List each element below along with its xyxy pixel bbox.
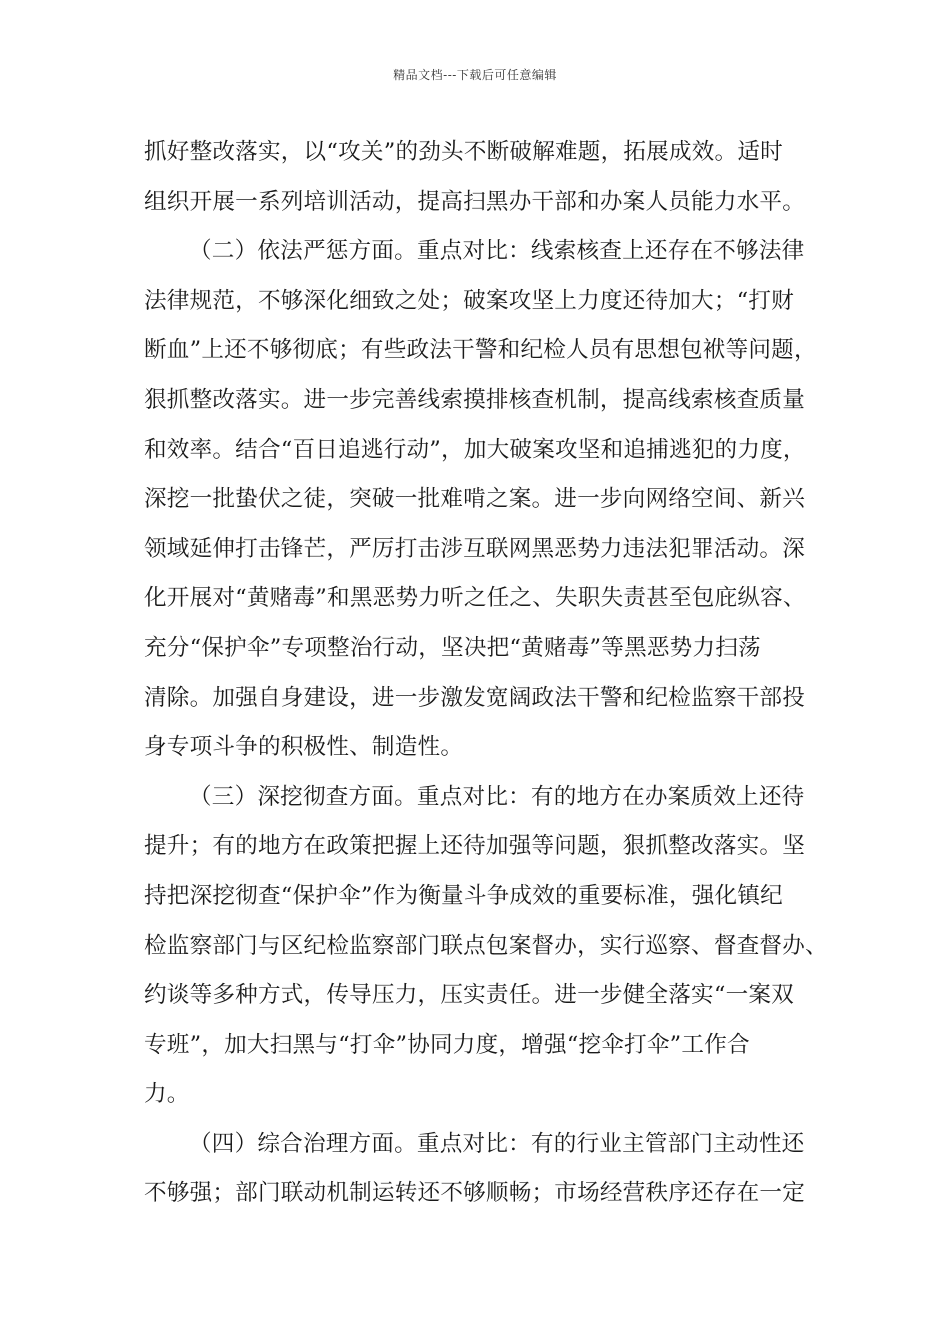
document-body: [144, 128, 828, 1219]
section-heading-line: （三）深挖彻查方面。重点对比：有的地方在办案质效上还待: [189, 783, 805, 810]
text-line: 提升；有的地方在政策把握上还待加强等问题，狠抓整改落实。坚: [144, 833, 806, 860]
text-line: 充分“保护伞”专项整治行动，坚决把“黄赌毒”等黑恶势力扫荡: [144, 634, 761, 661]
text-line: 组织开展一系列培训活动，提高扫黑办干部和办案人员能力水平。: [144, 188, 806, 215]
text-line: 不够强；部门联动机制运转还不够顺畅；市场经营秩序还存在一定: [144, 1180, 806, 1207]
text-line: 和效率。结合“百日追逃行动”，加大破案攻坚和追捕逃犯的力度，: [144, 436, 806, 463]
text-line: 持把深挖彻查“保护伞”作为衡量斗争成效的重要标准，强化镇纪: [144, 882, 783, 909]
text-line: 法律规范，不够深化细致之处；破案攻坚上力度还待加大；“打财: [144, 287, 794, 314]
text-line: 约谈等多种方式，传导压力，压实责任。进一步健全落实“一案双: [144, 982, 794, 1009]
text-line: 领域延伸打击锋芒，严厉打击涉互联网黑恶势力违法犯罪活动。深: [144, 535, 806, 562]
section-heading-line: （四）综合治理方面。重点对比：有的行业主管部门主动性还: [189, 1130, 805, 1157]
text-line: 力。: [144, 1081, 190, 1108]
page-header: 精品文档---下载后可任意编辑: [393, 68, 557, 82]
text-line: 化开展对“黄赌毒”和黑恶势力听之任之、失职失责甚至包庇纵容、: [144, 585, 806, 612]
section-heading-line: （二）依法严惩方面。重点对比：线索核查上还存在不够法律: [189, 238, 805, 265]
text-line: 专班”，加大扫黑与“打伞”协同力度，增强“挖伞打伞”工作合: [144, 1031, 750, 1058]
text-line: 深挖一批蛰伏之徒，突破一批难啃之案。进一步向网络空间、新兴: [144, 486, 806, 513]
text-line: 狠抓整改落实。进一步完善线索摸排核查机制，提高线索核查质量: [144, 386, 806, 413]
text-line: 断血”上还不够彻底；有些政法干警和纪检人员有思想包袱等问题，: [144, 337, 817, 364]
text-line: 身专项斗争的积极性、制造性。: [144, 734, 464, 761]
text-line: 抓好整改落实，以“攻关”的劲头不断破解难题，拓展成效。适时: [144, 139, 783, 165]
text-line: 清除。加强自身建设，进一步激发宽阔政法干警和纪检监察干部投: [144, 684, 806, 711]
text-line: 检监察部门与区纪检监察部门联点包案督办，实行巡察、督查督办、: [144, 932, 828, 959]
